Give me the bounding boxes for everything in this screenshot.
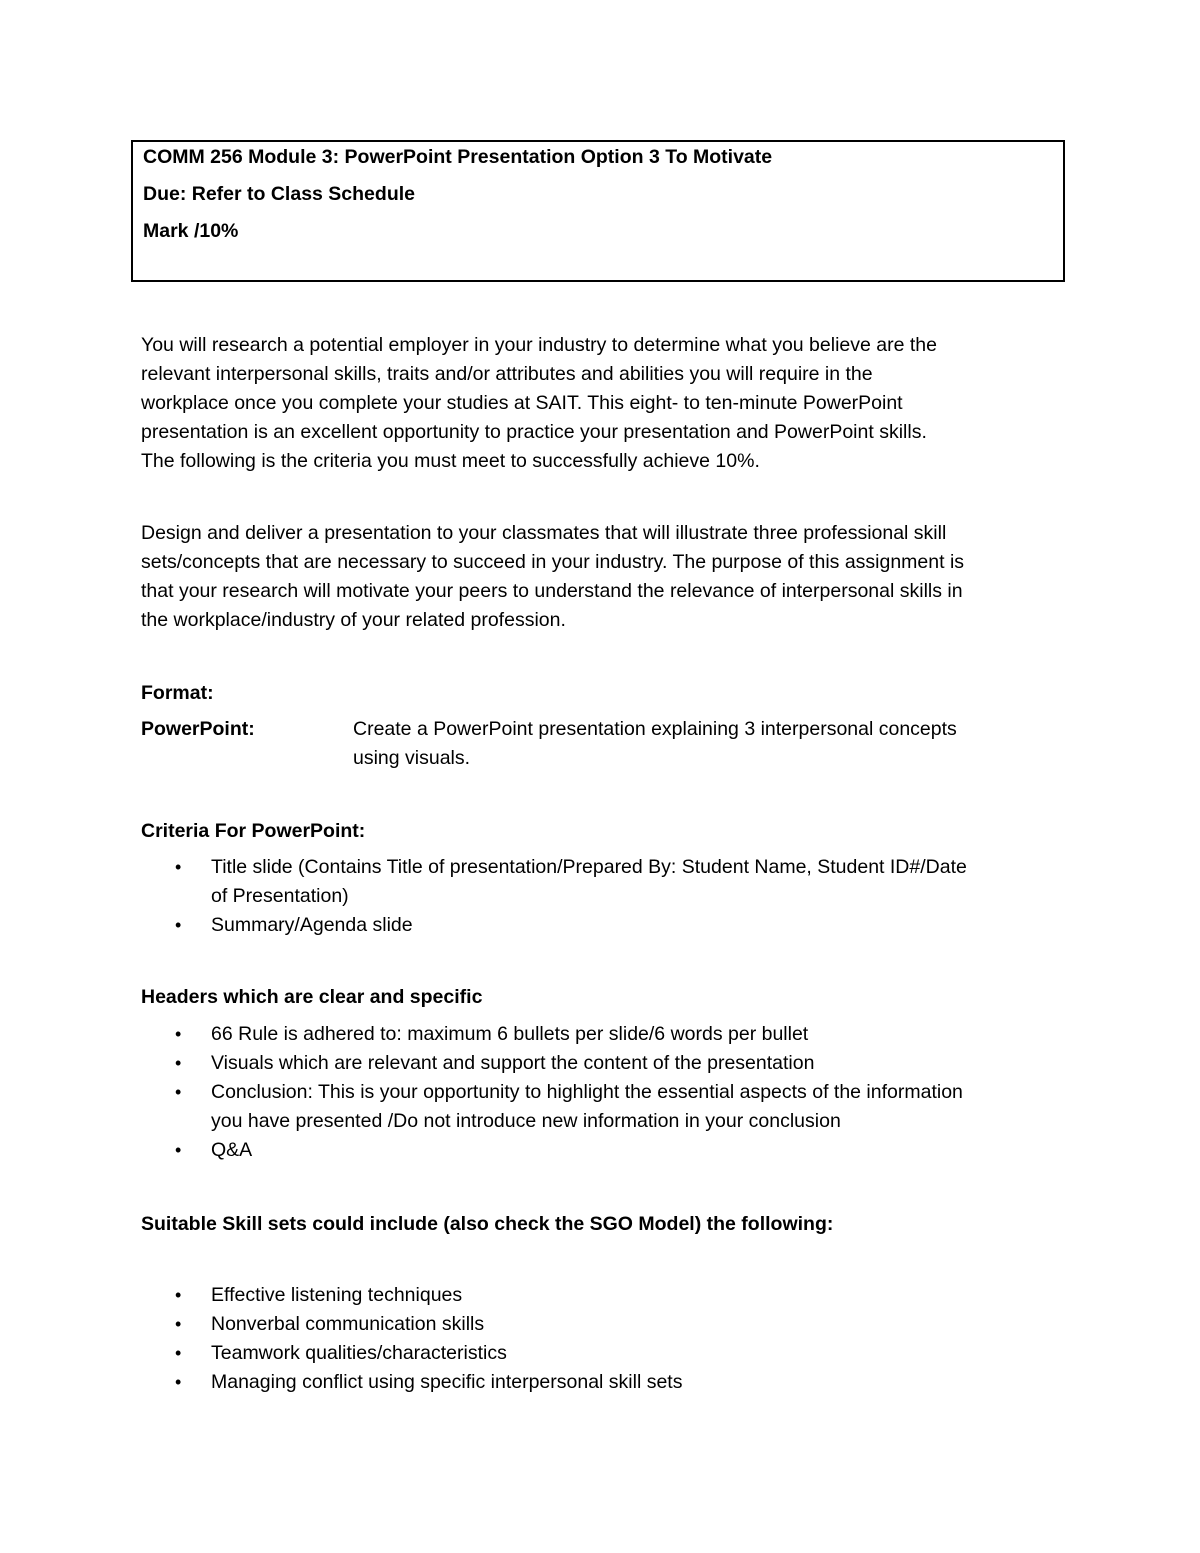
list-item-text: Conclusion: This is your opportunity to highlight the essential aspects of the information (211, 1081, 963, 1103)
assignment-header-box (131, 140, 1065, 282)
list-item (141, 1020, 963, 1049)
format-label: PowerPoint: (141, 718, 255, 740)
intro-line: workplace once you complete your studies at SAIT. This eight- to ten-minute PowerPoint (141, 392, 903, 414)
list-item-text: Effective listening techniques (211, 1284, 463, 1306)
list-item-text: Visuals which are relevant and support the content of the presentation (211, 1052, 815, 1074)
intro-line: presentation is an excellent opportunity to practice your presentation and PowerPoint skills. (141, 421, 927, 443)
assignment-title: COMM 256 Module 3: PowerPoint Presentation Option 3 To Motivate (143, 146, 773, 168)
list-item-text: Summary/Agenda slide (211, 914, 413, 936)
headers-heading: Headers which are clear and specific (141, 986, 483, 1008)
format-description (353, 715, 957, 773)
list-item-text: Teamwork qualities/characteristics (211, 1342, 507, 1364)
bullet-icon: • (175, 1343, 182, 1363)
intro-paragraph (141, 331, 1071, 476)
bullet-icon: • (175, 857, 182, 877)
criteria-list (141, 853, 967, 940)
list-item-text: you have presented /Do not introduce new information in your conclusion (211, 1110, 841, 1132)
due-date: Due: Refer to Class Schedule (143, 183, 415, 205)
list-item-text: Managing conflict using specific interpersonal skill sets (211, 1371, 683, 1393)
format-heading: Format: (141, 682, 214, 704)
skills-heading: Suitable Skill sets could include (also check the SGO Model) the following: (141, 1213, 834, 1235)
list-item (141, 1281, 682, 1310)
list-item (141, 1310, 682, 1339)
format-desc-line: Create a PowerPoint presentation explaining 3 interpersonal concepts (353, 718, 957, 740)
list-item-text: Q&A (211, 1139, 253, 1161)
list-item-text: 66 Rule is adhered to: maximum 6 bullets per slide/6 words per bullet (211, 1023, 809, 1045)
bullet-icon: • (175, 1285, 182, 1305)
mark-value: Mark /10% (143, 220, 239, 242)
design-line: that your research will motivate your peers to understand the relevance of interpersonal skills in (141, 580, 963, 602)
list-item (141, 1339, 682, 1368)
list-item (141, 1049, 963, 1078)
list-item (141, 853, 967, 911)
list-item-text: Nonverbal communication skills (211, 1313, 485, 1335)
design-line: Design and deliver a presentation to your classmates that will illustrate three professional skill (141, 522, 947, 544)
intro-line: You will research a potential employer in your industry to determine what you believe are the (141, 334, 937, 356)
bullet-icon: • (175, 1024, 182, 1044)
headers-list (141, 1020, 963, 1165)
bullet-icon: • (175, 1053, 182, 1073)
design-paragraph (141, 519, 1071, 635)
bullet-icon: • (175, 1140, 182, 1160)
format-desc-line: using visuals. (353, 747, 471, 769)
intro-line: relevant interpersonal skills, traits and/or attributes and abilities you will require in the (141, 363, 873, 385)
list-item-text: Title slide (Contains Title of presentation/Prepared By: Student Name, Student ID#/Date (211, 856, 967, 878)
criteria-heading: Criteria For PowerPoint: (141, 820, 366, 842)
design-line: the workplace/industry of your related profession. (141, 609, 566, 631)
list-item (141, 1078, 963, 1136)
list-item (141, 1368, 682, 1397)
list-item (141, 1136, 963, 1165)
list-item (141, 911, 967, 940)
design-line: sets/concepts that are necessary to succeed in your industry. The purpose of this assignment is (141, 551, 965, 573)
intro-line: The following is the criteria you must meet to successfully achieve 10%. (141, 450, 760, 472)
skills-list (141, 1281, 682, 1397)
list-item-text: of Presentation) (211, 885, 349, 907)
bullet-icon: • (175, 915, 182, 935)
bullet-icon: • (175, 1082, 182, 1102)
bullet-icon: • (175, 1314, 182, 1334)
bullet-icon: • (175, 1372, 182, 1392)
